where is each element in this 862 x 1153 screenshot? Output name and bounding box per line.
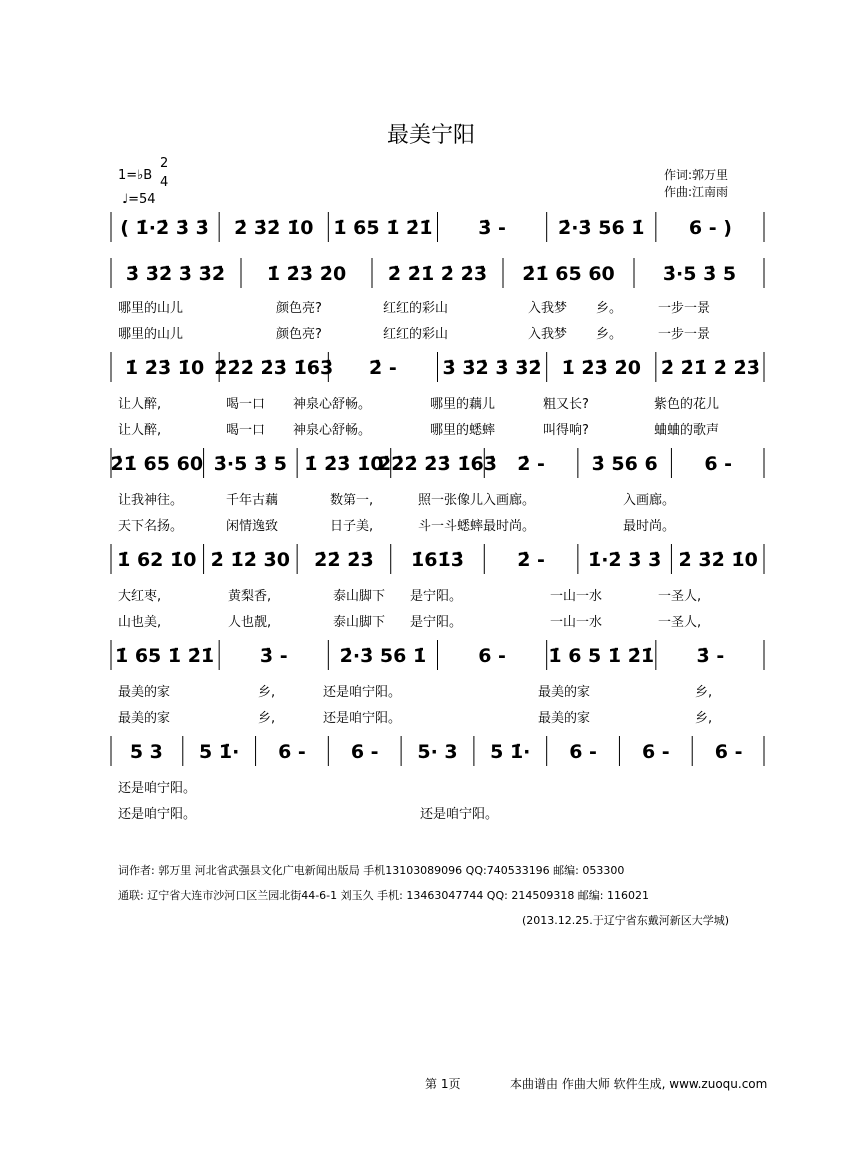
measure-notes: ( 1̇·2̇ 3̇ 3̇ <box>120 217 209 239</box>
lyric-line-7-5: 一山一水 <box>550 589 603 604</box>
lyric-line-11-1: 还是咱宁阳。 <box>118 781 197 796</box>
lyric-line-9-2: 乡, <box>258 685 276 700</box>
lyric-line-1-1: 哪里的山儿 <box>118 301 184 316</box>
measure-notes: 1̇·2̇ 3̇ 3̇ <box>587 549 662 571</box>
tempo-marking: ♩=54 <box>122 192 156 207</box>
lyric-line-5-4: 照一张像儿入画廊。 <box>418 493 536 508</box>
measure-notes: 2̇2̇ 2̇3̇ <box>314 549 374 571</box>
notation-system-6 <box>110 636 765 676</box>
lyric-line-6-1: 天下名扬。 <box>118 519 184 534</box>
measure-notes: 6 - <box>704 453 733 475</box>
time-signature-top: 2 <box>160 156 169 171</box>
composer-credit: 作曲:江南雨 <box>664 185 729 199</box>
measure-notes: 3̇ - <box>696 645 725 667</box>
measure-notes: 3̇ - <box>259 645 288 667</box>
lyric-line-4-3: 神泉心舒畅。 <box>293 423 372 438</box>
lyric-row <box>118 611 758 629</box>
lyric-line-7-1: 大红枣, <box>118 589 162 604</box>
lyric-line-1-2: 颜色亮? <box>276 301 322 316</box>
measure-notes: 2̇ 2̇1̇ 2̇ 2̇3̇ <box>660 357 761 379</box>
notation-system-2 <box>110 254 765 294</box>
lyric-line-4-1: 让人醉, <box>118 423 162 438</box>
measure-notes: 2̇ 3̇2̇ 1̇0 <box>678 549 758 571</box>
time-signature-bottom: 4 <box>160 175 169 190</box>
lyric-line-9-4: 最美的家 <box>538 685 591 700</box>
lyric-row <box>118 803 758 821</box>
measure-notes: 3̇ 56 6 <box>591 453 658 475</box>
lyric-line-2-6: 一步一景 <box>658 327 711 342</box>
lyric-line-5-3: 数第一, <box>330 493 374 508</box>
lyric-line-4-2: 喝一口 <box>226 423 266 438</box>
lyric-line-4-4: 哪里的蟋蟀 <box>430 423 496 438</box>
notation-system-4 <box>110 444 765 484</box>
measure-notes: 6 - <box>714 741 743 763</box>
measure-notes: 2̇2̇2̇ 2̇3̇ 1̇63̇ <box>214 357 334 379</box>
measure-notes: 6 - <box>569 741 597 763</box>
lyric-line-12-2: 还是咱宁阳。 <box>420 807 499 822</box>
measure-notes: 1̇ 6 5 1̇ 2̇1̇ <box>548 645 655 667</box>
system-svg-4 <box>110 444 765 484</box>
lyric-line-4-6: 蛐蛐的歌声 <box>654 423 720 438</box>
measure-notes: 3̇·5 3̇ 5 <box>662 263 737 285</box>
notation-system-5 <box>110 540 765 580</box>
measure-notes: 2̇1̇ 65 60 <box>110 453 204 475</box>
measure-notes: 6 - ) <box>688 217 732 239</box>
lyric-row <box>118 515 758 533</box>
measure-notes: 6 - <box>641 741 670 763</box>
composition-date-line: (2013.12.25.于辽宁省东戴河新区大学城) <box>522 914 730 927</box>
lyric-row <box>118 707 758 725</box>
lyric-line-2-2: 颜色亮? <box>276 327 322 342</box>
measure-notes: 1̇ 62 1̇0 <box>117 549 197 571</box>
lyric-line-5-2: 千年古藕 <box>226 493 279 508</box>
lyric-row <box>118 419 758 437</box>
measure-notes: 5· 3 <box>417 741 458 763</box>
measure-notes: 2̇ - <box>517 453 545 475</box>
mailing-contact-line: 通联: 辽宁省大连市沙河口区兰园北街44-6-1 刘玉久 手机: 13463047744 QQ: 214509318 邮编: 116021 <box>118 889 650 902</box>
lyric-row <box>118 489 758 507</box>
measure-notes: 2̇ 3̇2̇ 1̇0 <box>234 217 314 239</box>
measure-notes: 3̇·5 3̇ 5 <box>213 453 288 475</box>
measure-notes: 2̇ - <box>517 549 545 571</box>
page-number: 第 1页 <box>425 1077 461 1091</box>
lyric-line-3-2: 喝一口 <box>226 397 266 412</box>
key-signature: 1=♭B <box>118 168 153 183</box>
lyric-line-9-1: 最美的家 <box>118 685 171 700</box>
lyric-line-8-2: 人也靓, <box>228 615 272 630</box>
lyric-line-2-3: 红红的彩山 <box>383 327 449 342</box>
notation-system-3 <box>110 348 765 388</box>
lyric-line-10-4: 最美的家 <box>538 711 591 726</box>
lyric-line-7-2: 黄梨香, <box>228 589 272 604</box>
lyric-line-8-1: 山也美, <box>118 615 162 630</box>
lyric-line-8-3: 泰山脚下 <box>333 615 386 630</box>
measure-notes: 1̇ 2̇3̇ 1̇0 <box>304 453 384 475</box>
lyric-line-5-1: 让我神往。 <box>118 493 184 508</box>
lyric-line-7-3: 泰山脚下 <box>333 589 386 604</box>
measure-notes: 1̇61̇3̇ <box>411 549 464 571</box>
lyric-line-3-1: 让人醉, <box>118 397 162 412</box>
lyric-line-2-4: 入我梦 <box>528 327 568 342</box>
lyric-line-7-6: 一圣人, <box>658 589 702 604</box>
measure-notes: 1̇ 65 1̇ 2̇1̇ <box>333 217 433 239</box>
measure-notes: 6 - <box>478 645 506 667</box>
lyric-line-1-6: 一步一景 <box>658 301 711 316</box>
measure-notes: 1̇ 65 1̇ 2̇1̇ <box>114 645 215 667</box>
lyric-line-6-3: 日子美, <box>330 519 374 534</box>
system-svg-6 <box>110 636 765 676</box>
measure-notes: 6 - <box>278 741 306 763</box>
lyric-line-10-1: 最美的家 <box>118 711 171 726</box>
lyric-line-5-5: 入画廊。 <box>623 493 676 508</box>
measure-notes: 2̇·3̇ 56 1̇ <box>339 645 427 667</box>
software-credit: 本曲谱由 作曲大师 软件生成, www.zuoqu.com <box>510 1077 768 1091</box>
notation-system-1 <box>110 208 765 248</box>
lyric-line-1-4: 入我梦 <box>528 301 568 316</box>
measure-notes: 5 1̇· <box>490 741 531 763</box>
lyric-line-3-3: 神泉心舒畅。 <box>293 397 372 412</box>
lyric-line-8-4: 是宁阳。 <box>410 615 463 630</box>
lyric-row <box>118 585 758 603</box>
system-svg-2 <box>110 254 765 294</box>
lyric-line-8-6: 一圣人, <box>658 615 702 630</box>
measure-notes: 3̇ - <box>478 217 506 239</box>
notation-system-7 <box>110 732 765 772</box>
measure-notes: 5 1̇· <box>199 741 240 763</box>
lyric-line-10-2: 乡, <box>258 711 276 726</box>
lyric-line-7-4: 是宁阳。 <box>410 589 463 604</box>
measure-notes: 1̇ 2̇3̇ 1̇0 <box>124 357 205 379</box>
system-svg-3 <box>110 348 765 388</box>
measure-notes: 1̇ 2̇3̇ 2̇0 <box>266 263 347 285</box>
measure-notes: 6 - <box>350 741 379 763</box>
lyric-line-2-1: 哪里的山儿 <box>118 327 184 342</box>
system-svg-5 <box>110 540 765 580</box>
lyricist-credit: 作词:郭万里 <box>664 168 729 182</box>
lyric-line-3-5: 粗又长? <box>543 397 589 412</box>
lyric-row <box>118 323 758 341</box>
lyric-line-1-3: 红红的彩山 <box>383 301 449 316</box>
lyric-line-3-4: 哪里的藕儿 <box>430 397 496 412</box>
author-contact-line: 词作者: 郭万里 河北省武强县文化广电新闻出版局 手机13103089096 QQ:740533196 邮编: 053300 <box>118 864 625 877</box>
lyric-row <box>118 681 758 699</box>
system-svg-7 <box>110 732 765 772</box>
measure-notes: 2̇ 2̇1̇ 2̇ 2̇3̇ <box>387 263 488 285</box>
lyric-row <box>118 393 758 411</box>
lyric-row <box>118 777 758 795</box>
measure-notes: 3̇ 3̇2̇ 3̇ 3̇2̇ <box>442 357 542 379</box>
lyric-line-9-5: 乡, <box>695 685 713 700</box>
lyric-line-6-2: 闲情逸致 <box>226 519 279 534</box>
measure-notes: 2̇2̇2̇ 2̇3̇ 1̇63̇ <box>378 453 497 475</box>
lyric-line-3-6: 紫色的花儿 <box>654 397 720 412</box>
lyric-line-1-5: 乡。 <box>596 301 623 316</box>
measure-notes: 2̇1̇ 65 60 <box>522 263 615 285</box>
lyric-line-2-5: 乡。 <box>596 327 623 342</box>
lyric-line-10-3: 还是咱宁阳。 <box>323 711 402 726</box>
lyric-line-12-1: 还是咱宁阳。 <box>118 807 197 822</box>
measure-notes: 1̇ 2̇3̇ 2̇0 <box>561 357 641 379</box>
song-title: 最美宁阳 <box>386 123 475 148</box>
measure-notes: 5 3 <box>129 741 163 763</box>
measure-notes: 2̇ 1̇2̇ 3̇0 <box>210 549 291 571</box>
lyric-line-10-5: 乡, <box>695 711 713 726</box>
lyric-line-9-3: 还是咱宁阳。 <box>323 685 402 700</box>
lyric-line-6-4: 斗一斗蟋蟀最时尚。 <box>418 519 536 534</box>
lyric-line-6-5: 最时尚。 <box>623 519 676 534</box>
lyric-line-4-5: 叫得响? <box>543 423 589 438</box>
measure-notes: 2̇·3̇ 56 1̇ <box>557 217 645 239</box>
lyric-row <box>118 297 758 315</box>
measure-notes: 2̇ - <box>369 357 397 379</box>
lyric-line-8-5: 一山一水 <box>550 615 603 630</box>
system-svg-1 <box>110 208 765 248</box>
measure-notes: 3̇ 3̇2̇ 3̇ 3̇2̇ <box>125 263 226 285</box>
